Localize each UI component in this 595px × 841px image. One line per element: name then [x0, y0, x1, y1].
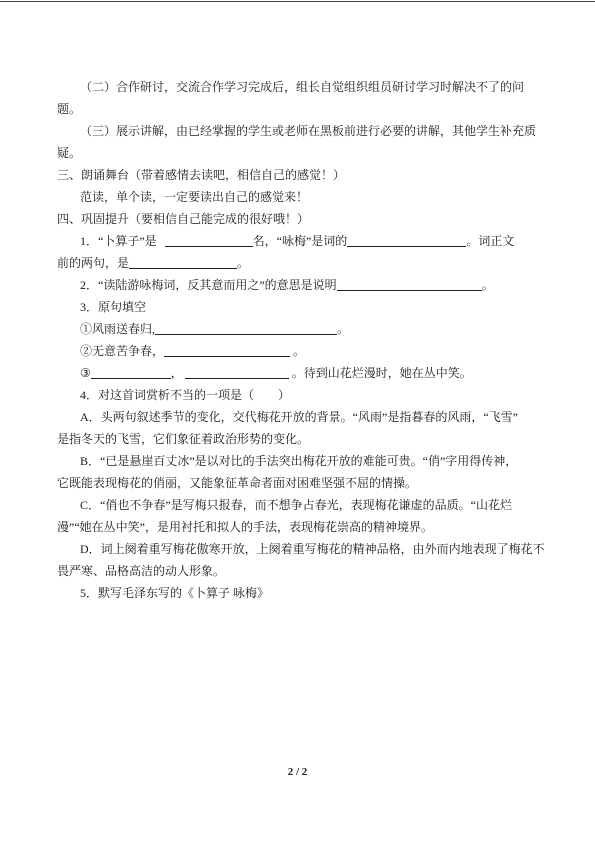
- question-3-line-3: [57, 362, 547, 384]
- question-2-text: 2．“读陆游咏梅词，反其意而用之”的意思是说明: [80, 278, 337, 292]
- verse-3-end: 。待到山花烂漫时，她在丛中笑。: [288, 366, 472, 380]
- question-3-prompt: 3．原句填空: [80, 300, 147, 314]
- verse-1-end: 。: [337, 322, 350, 336]
- answer-blank: [185, 366, 289, 379]
- answer-blank: [165, 234, 253, 247]
- option-c-line-1: C．“俏也不争春”是写梅只报春，而不想争占春光，表现梅花谦虚的品质。“山花烂: [80, 498, 512, 512]
- answer-blank: [129, 256, 237, 269]
- question-1-text-b: 名，“咏梅”是词的: [252, 234, 348, 248]
- question-1-text-e: 。: [237, 256, 250, 270]
- option-d-line-1: D．词上阕着重写梅花傲寒开放，上阕着重写梅花的精神品格，由外而内地表现了梅花不: [80, 542, 545, 556]
- question-3-line-1: [57, 318, 547, 340]
- page-top-rule: [0, 1, 595, 2]
- answer-blank: [155, 322, 337, 335]
- answer-blank: [347, 234, 466, 247]
- option-d-line-2: 畏严寒、品格高洁的动人形象。: [57, 564, 226, 578]
- page-number: 2 / 2: [287, 766, 308, 778]
- verse-2-text: ②无意苦争春，: [80, 344, 165, 358]
- question-2-end: 。: [481, 278, 494, 292]
- question-4-prompt: 4．对这首词赏析不当的一项是（ ）: [80, 388, 291, 402]
- verse-3-comma: ，: [170, 366, 183, 380]
- option-b-line-1: B．“已是悬崖百丈冰”是以对比的手法突出梅花开放的难能可贵。“俏”字用得传神，: [80, 454, 518, 468]
- question-1-line-2: [57, 252, 547, 274]
- answer-blank: [337, 278, 482, 291]
- question-2: [57, 274, 547, 296]
- option-a-line-1: A．头两句叙述季节的变化，交代梅花开放的背景。“风雨”是指暮春的风雨，“飞雪”: [80, 410, 518, 424]
- verse-2-end: 。: [290, 344, 306, 358]
- verse-1-text: ①风雨送春归,: [80, 322, 156, 336]
- verse-3-marker: ③: [80, 366, 91, 380]
- presentation-line-1: （三）展示讲解，由已经掌握的学生或老师在黑板前进行必要的讲解，其他学生补充质: [80, 124, 537, 138]
- question-1-text-a: 1．“卜算子”是: [80, 234, 157, 248]
- question-1-line-1: [57, 230, 547, 252]
- question-1-text-c: 。词正文: [466, 234, 515, 248]
- option-a-line-2: 是指冬天的飞雪，它们象征着政治形势的变化。: [57, 432, 310, 446]
- group-discussion-line-2: 题。: [57, 102, 82, 116]
- question-5: 5．默写毛泽东写的《卜算子 咏梅》: [80, 586, 270, 600]
- group-discussion-line-1: （二）合作研讨，交流合作学习完成后，组长自觉组织组员研讨学习时解决不了的问: [80, 80, 525, 94]
- question-3-line-2: [57, 340, 547, 362]
- option-b-line-2: 它既能表现梅花的俏丽，又能象征革命者面对困难坚强不屈的情操。: [57, 476, 418, 490]
- recitation-heading: 三、朗诵舞台（带着感情去读吧，相信自己的感觉！）: [57, 168, 346, 182]
- recitation-instruction: 范读，单个读，一定要读出自己的感觉来！: [80, 190, 309, 204]
- presentation-line-2: 疑。: [57, 146, 82, 160]
- question-1-text-d: 前的两句，是: [57, 256, 130, 270]
- consolidation-heading: 四、巩固提升（要相信自己能完成的很好哦！）: [57, 212, 310, 226]
- answer-blank: [91, 366, 171, 379]
- option-c-line-2: 漫”“她在丛中笑”，是用衬托和拟人的手法，表现梅花崇高的精神境界。: [57, 520, 433, 534]
- answer-blank: [164, 344, 290, 357]
- worksheet-body: [57, 76, 547, 604]
